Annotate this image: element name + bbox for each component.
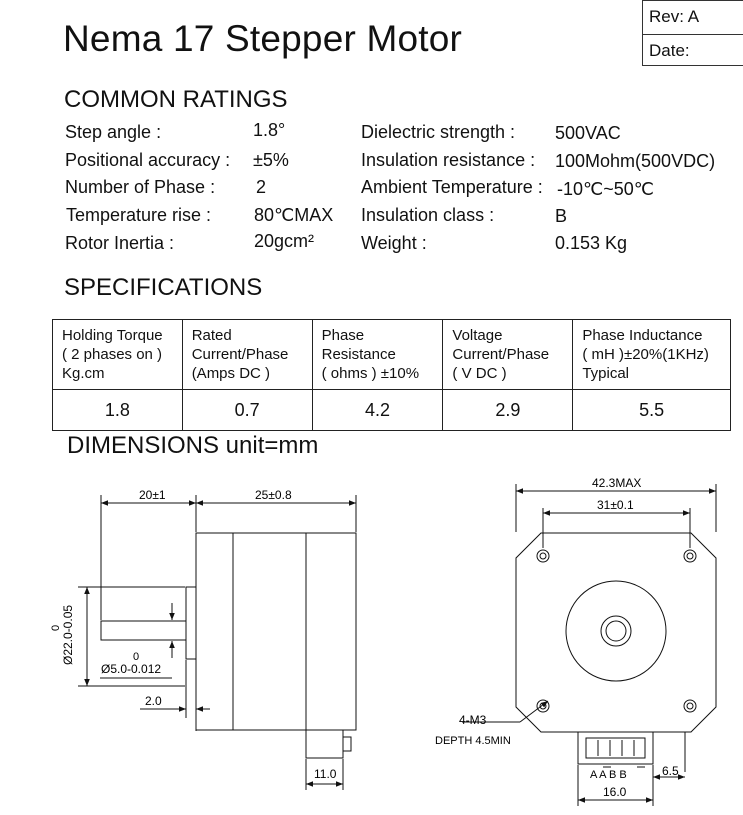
- mount-hole-inner: [687, 703, 693, 709]
- connector-outline: [306, 730, 343, 758]
- rev-label: Rev: A: [649, 7, 700, 26]
- table-cell: 5.5: [573, 390, 731, 431]
- table-cell: 1.8: [53, 390, 183, 431]
- rating-value: 100Mohm(500VDC): [555, 151, 716, 171]
- rating-value: 20gcm²: [254, 231, 315, 251]
- dim-label: 11.0: [314, 767, 337, 781]
- connector-outline: [578, 732, 653, 764]
- rating-value: 1.8°: [253, 120, 286, 140]
- rating-label: Dielectric strength :: [361, 122, 516, 142]
- rating-label: Temperature rise :: [66, 205, 212, 225]
- rating-value: 80℃MAX: [254, 205, 334, 225]
- shaft-outline: [101, 621, 186, 640]
- rating-label: Insulation class :: [361, 205, 495, 225]
- column-header: Phase Resistance ( ohms ) ±10%: [312, 320, 443, 390]
- column-header: Voltage Current/Phase ( V DC ): [443, 320, 573, 390]
- mount-hole-inner: [540, 553, 546, 559]
- dimensions-heading: DIMENSIONS unit=mm: [67, 432, 319, 459]
- specifications-heading: SPECIFICATIONS: [64, 274, 263, 301]
- column-header: Holding Torque ( 2 phases on ) Kg.cm: [53, 320, 183, 390]
- dim-label: 16.0: [603, 785, 627, 799]
- table-cell: 4.2: [312, 390, 443, 431]
- connector-pin-block: [586, 738, 645, 758]
- rating-label: Number of Phase :: [65, 177, 216, 197]
- rating-value: 500VAC: [555, 123, 621, 143]
- column-header: Rated Current/Phase (Amps DC ): [182, 320, 312, 390]
- rating-label: Rotor Inertia :: [65, 233, 175, 253]
- table-cell: 2.9: [443, 390, 573, 431]
- rating-label: Step angle :: [65, 122, 162, 142]
- rating-value: -10℃~50℃: [557, 179, 654, 199]
- dim-label: 2.0: [145, 694, 162, 708]
- rating-value: 0.153 Kg: [555, 233, 628, 253]
- front-view: [462, 484, 716, 806]
- rating-value: 2: [256, 177, 267, 197]
- mount-hole: [684, 700, 696, 712]
- table-cell: 0.7: [182, 390, 312, 431]
- dim-label: DEPTH 4.5MIN: [435, 735, 511, 747]
- dim-label: 0: [133, 651, 140, 663]
- page-title: Nema 17 Stepper Motor: [63, 18, 463, 59]
- mount-hole-inner: [687, 553, 693, 559]
- column-header: Phase Inductance ( mH )±20%(1KHz) Typical: [573, 320, 731, 390]
- rating-value: ±5%: [253, 150, 289, 170]
- rating-label: Ambient Temperature :: [361, 177, 543, 197]
- rating-label: Weight :: [361, 233, 427, 253]
- mount-hole: [537, 550, 549, 562]
- dim-label: 25±0.8: [255, 488, 292, 502]
- rating-value: B: [555, 206, 568, 226]
- dim-label: 31±0.1: [597, 498, 634, 512]
- dim-label: 42.3MAX: [592, 476, 642, 490]
- connector-tab-outline: [343, 737, 351, 751]
- dim-label: 4-M3: [459, 713, 487, 727]
- dim-label: Ø5.0-0.012: [101, 662, 162, 676]
- rating-label: Positional accuracy :: [65, 150, 231, 170]
- dim-label: Ø22.0-0.05: [61, 604, 75, 665]
- date-label: Date:: [643, 34, 743, 67]
- dim-label: 0: [50, 624, 62, 631]
- dim-label: 20±1: [139, 488, 166, 502]
- common-ratings-heading: COMMON RATINGS: [64, 86, 288, 113]
- pilot-circle: [566, 581, 666, 681]
- dim-label: 6.5: [662, 764, 679, 778]
- motor-body-outline: [196, 533, 356, 730]
- shaft-circle-inner: [606, 621, 626, 641]
- pin-labels: A A B B: [590, 769, 627, 781]
- rating-label: Insulation resistance :: [361, 150, 536, 170]
- mount-hole: [684, 550, 696, 562]
- pilot-boss-outline: [186, 587, 196, 659]
- side-view: [78, 495, 356, 790]
